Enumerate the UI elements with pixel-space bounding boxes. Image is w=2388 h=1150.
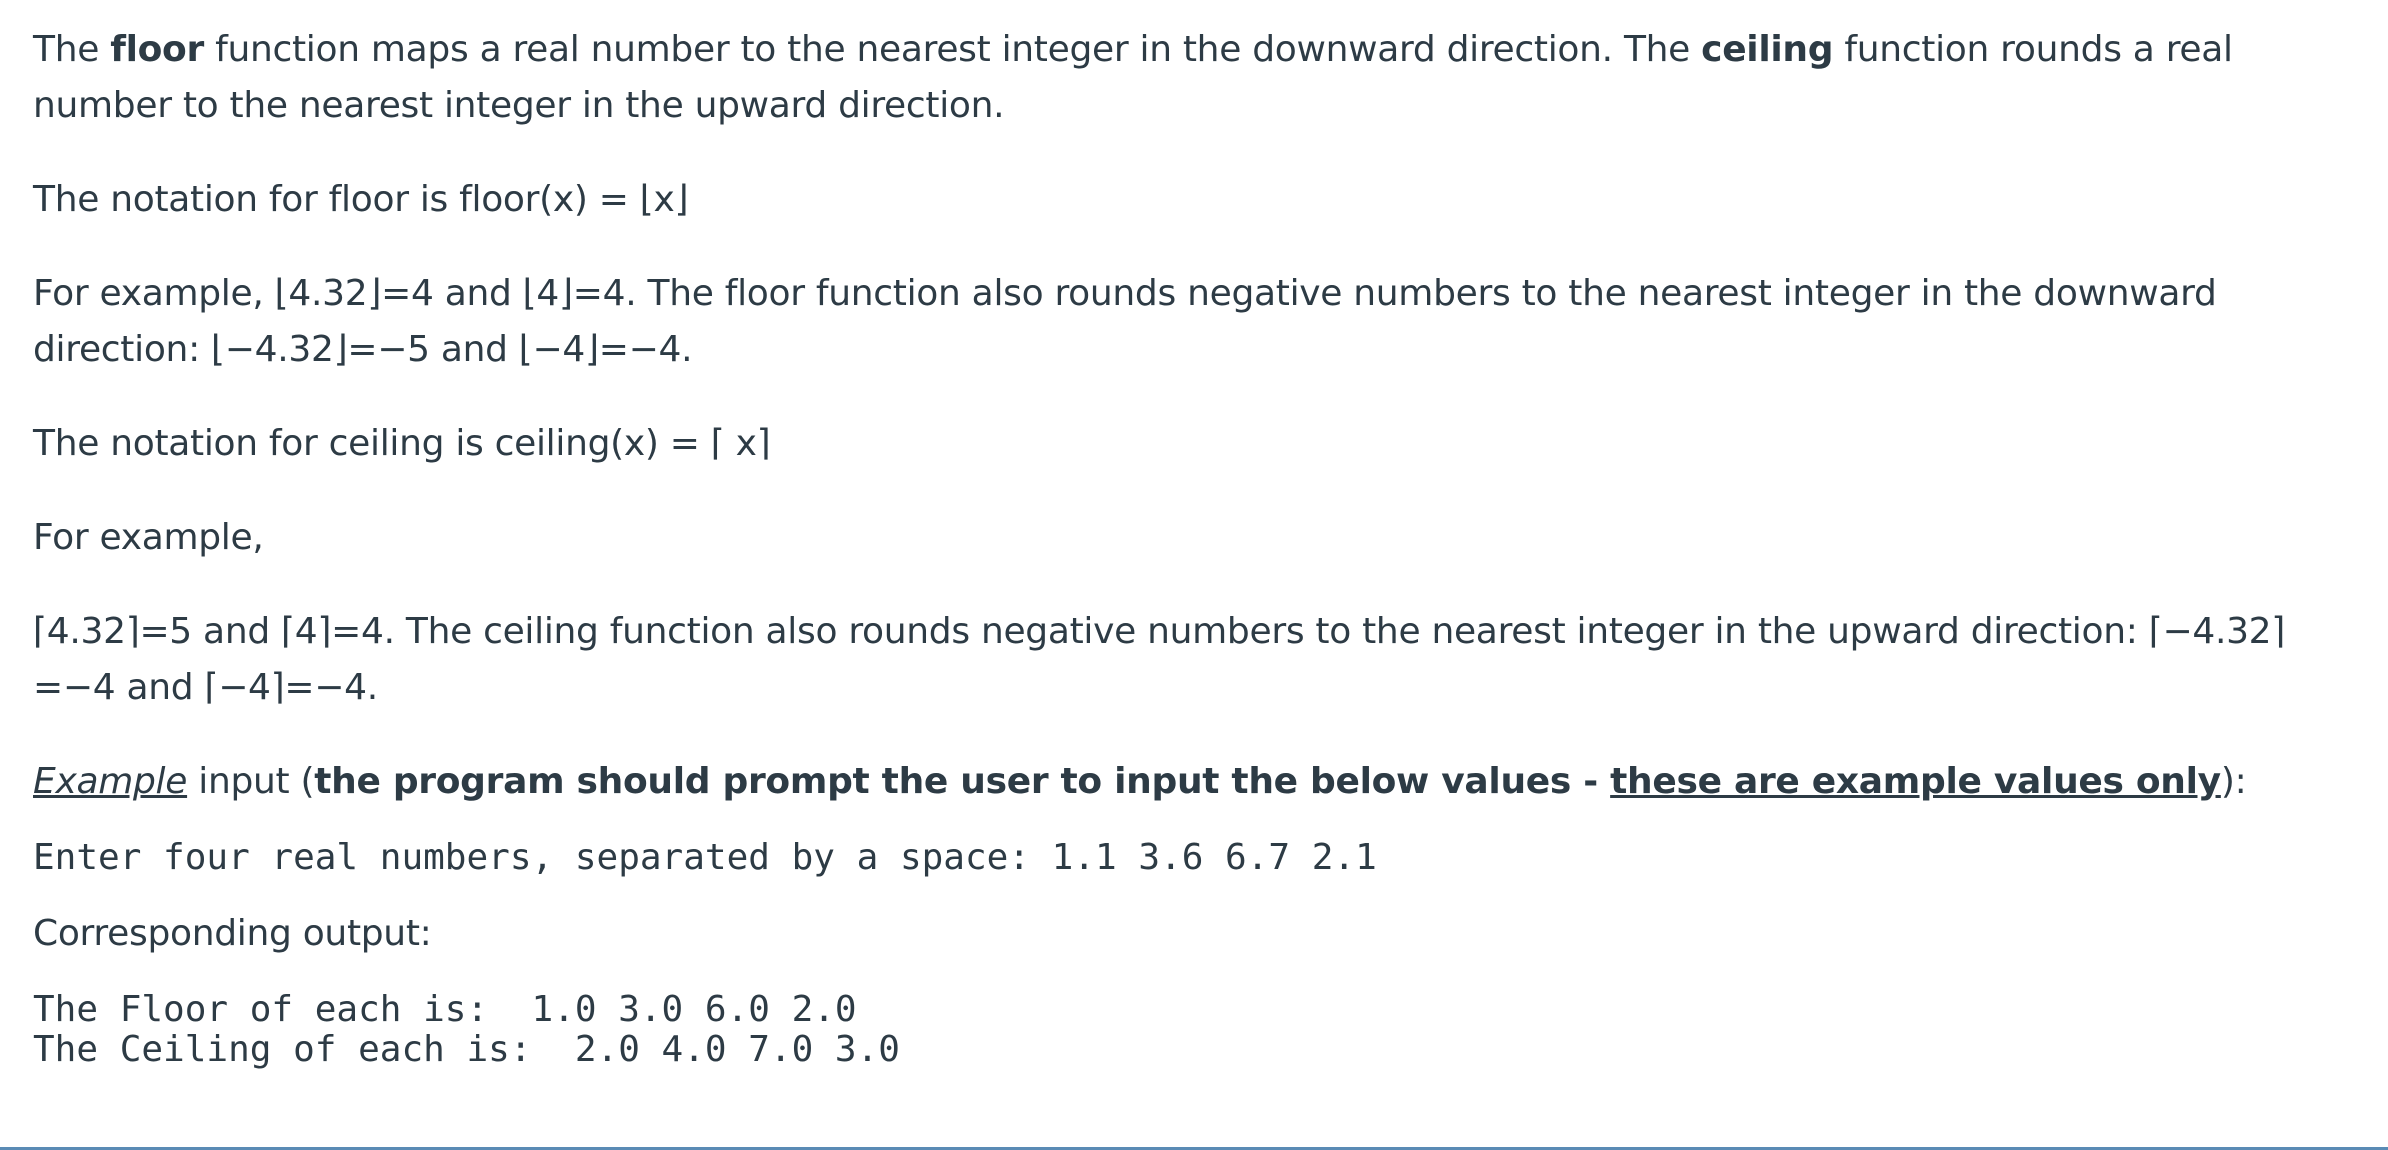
ceiling-example-line-2: =−4 and ⌈−4⌉=−4. xyxy=(33,667,378,708)
intro-text-3: function rounds a real number to the nearest integer in the upward direction. xyxy=(33,29,2233,126)
ceiling-example-line-1: ⌈4.32⌉=5 and ⌈4⌉=4. The ceiling function also rounds negative numbers to the nearest integer in the upward direction: ⌈−4.32⌉ xyxy=(33,611,2286,652)
assignment-content xyxy=(33,22,2363,1070)
ceiling-notation: The notation for ceiling is ceiling(x) = ⌈ x⌉ xyxy=(33,423,771,464)
ceiling-output-code: The Ceiling of each is: 2.0 4.0 7.0 3.0 xyxy=(33,1029,900,1070)
floor-example-line-1: For example, ⌊4.32⌋=4 and ⌊4⌋=4. The floor function also rounds negative numbers to the nearest integer in the downward xyxy=(33,273,2217,314)
floor-notation: The notation for floor is floor(x) = ⌊x⌋ xyxy=(33,179,689,220)
intro-text-1: The xyxy=(33,29,111,70)
intro-paragraph xyxy=(33,22,2363,134)
floor-example-line-2: direction: ⌊−4.32⌋=−5 and ⌊−4⌋=−4. xyxy=(33,329,693,370)
example-input-code: Enter four real numbers, separated by a space: 1.1 3.6 6.7 2.1 xyxy=(33,837,1377,878)
corresponding-output-label: Corresponding output: xyxy=(33,913,432,954)
intro-floor-term: floor xyxy=(110,29,204,70)
example-close: ): xyxy=(2220,761,2247,802)
example-values-note: these are example values only xyxy=(1610,761,2221,802)
for-example-label: For example, xyxy=(33,517,264,558)
intro-ceiling-term: ceiling xyxy=(1701,29,1834,70)
example-instruction: the program should prompt the user to input the below values - xyxy=(314,761,1611,802)
example-input-text: input ( xyxy=(187,761,315,802)
example-input-heading xyxy=(33,754,2363,810)
example-label: Example xyxy=(33,761,188,802)
intro-text-2: function maps a real number to the nearest integer in the downward direction. The xyxy=(203,29,1702,70)
floor-output-code: The Floor of each is: 1.0 3.0 6.0 2.0 xyxy=(33,989,857,1030)
